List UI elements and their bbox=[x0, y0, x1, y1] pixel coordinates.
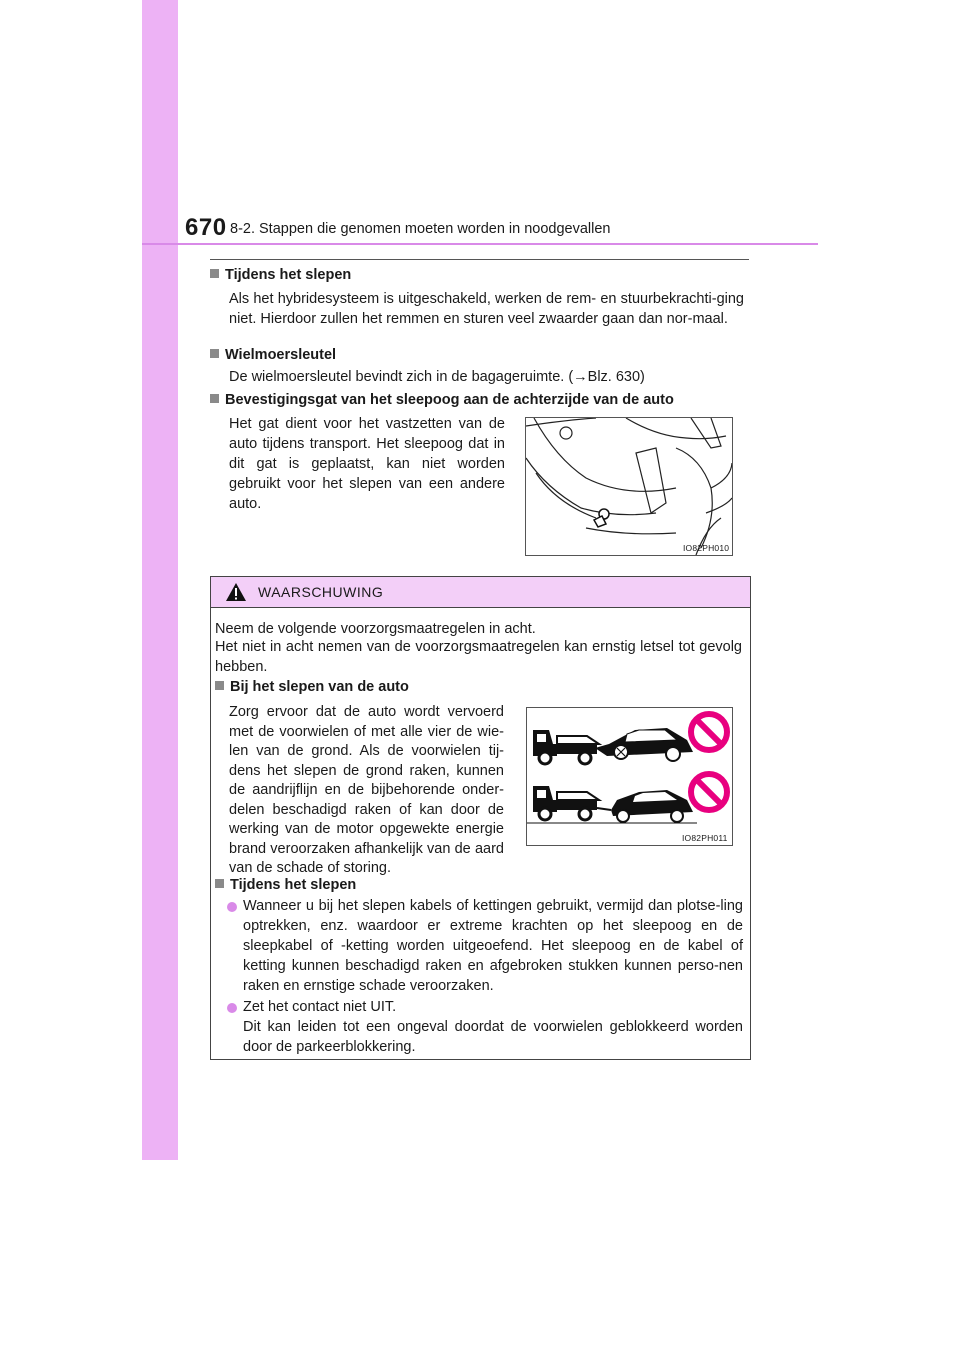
wrench-heading bbox=[210, 345, 336, 365]
towing-body: Als het hybridesysteem is uitgeschakeld, werken de rem- en stuurbekrachti-ging niet. Hierdoor zullen het remmen en sturen veel zwaarder gaan dan nor-maal. bbox=[229, 291, 744, 327]
figure-code-010: IO82PH010 bbox=[683, 543, 730, 553]
wrench-body: De wielmoersleutel bevindt zich in de bagageruimte. (→Blz. 630) bbox=[229, 369, 645, 385]
towing-heading-text: Tijdens het slepen bbox=[225, 267, 352, 283]
page-number: 670 bbox=[185, 214, 227, 241]
warning-sub2-heading bbox=[215, 875, 356, 895]
warning-sub2-bullet2-line2: Dit kan leiden tot een ongeval doordat de voorwielen geblokkeerd worden door de parkeerblokkering. bbox=[243, 1019, 743, 1055]
warning-sub1-heading bbox=[215, 677, 409, 697]
towing-prohibited-illustration bbox=[527, 708, 732, 845]
wrench-heading-text: Wielmoersleutel bbox=[225, 347, 337, 363]
eye-hole-heading-text: Bevestigingsgat van het sleepoog aan de achterzijde van de auto bbox=[225, 392, 674, 408]
chapter-sidebar-tab bbox=[142, 0, 178, 1160]
towing-heading bbox=[210, 265, 351, 285]
warning-intro-2: Het niet in acht nemen van de voorzorgsmaatregelen kan ernstig letsel tot gevolg hebben. bbox=[215, 639, 742, 675]
rear-bumper-illustration bbox=[526, 418, 732, 555]
towing-prohibited-figure bbox=[526, 707, 733, 846]
section-divider bbox=[210, 259, 749, 260]
square-bullet-icon bbox=[210, 394, 219, 403]
round-bullet-icon bbox=[227, 902, 237, 912]
square-bullet-icon bbox=[210, 349, 219, 358]
warning-sub2-heading-text: Tijdens het slepen bbox=[230, 877, 357, 893]
chapter-title: 8-2. Stappen die genomen moeten worden in noodgevallen bbox=[230, 221, 611, 237]
square-bullet-icon bbox=[215, 879, 224, 888]
warning-title: WAARSCHUWING bbox=[258, 584, 384, 600]
square-bullet-icon bbox=[210, 269, 219, 278]
warning-intro: Neem de volgende voorzorgsmaatregelen in acht. bbox=[215, 621, 536, 637]
warning-header bbox=[211, 577, 750, 608]
warning-sub1-heading-text: Bij het slepen van de auto bbox=[230, 679, 409, 695]
figure-code-011: IO82PH011 bbox=[682, 833, 728, 843]
header-rule bbox=[142, 243, 818, 245]
warning-sub1-body: Zorg ervoor dat de auto wordt vervoerd met de voorwielen of met alle vier de wie-len van de grond. Als de voorwielen tij-dens het slepen de grond raken, kunnen de aandrijflijn en de bijbehorende onder-delen beschadigd raken of kan door de werking van de motor opgewekte energie brand veroorzaken afhankelijk van de aard van de schade of storing. bbox=[229, 704, 504, 876]
eye-hole-body: Het gat dient voor het vastzetten van de auto tijdens transport. Het sleepoog dat in dit gat is geplaatst, kan niet worden gebruikt voor het slepen van een andere auto. bbox=[229, 416, 505, 512]
warning-triangle-icon bbox=[225, 582, 247, 602]
eye-hole-heading bbox=[210, 390, 674, 410]
warning-sub2-bullet1: Wanneer u bij het slepen kabels of kettingen gebruikt, vermijd dan plotse-ling optrekken, enz. waardoor er extreme krachten op het sleepoog en de sleepkabel of -ketting worden uitgeoefend. Het sleepoog en de kabel of ketting kunnen beschadigd raken en afgebroken stukken kunnen perso-nen raken en ernstige schade veroorzaken. bbox=[243, 898, 743, 994]
square-bullet-icon bbox=[215, 681, 224, 690]
rear-bumper-figure bbox=[525, 417, 733, 556]
warning-sub2-bullet2-line1: Zet het contact niet UIT. bbox=[243, 999, 397, 1015]
round-bullet-icon bbox=[227, 1003, 237, 1013]
